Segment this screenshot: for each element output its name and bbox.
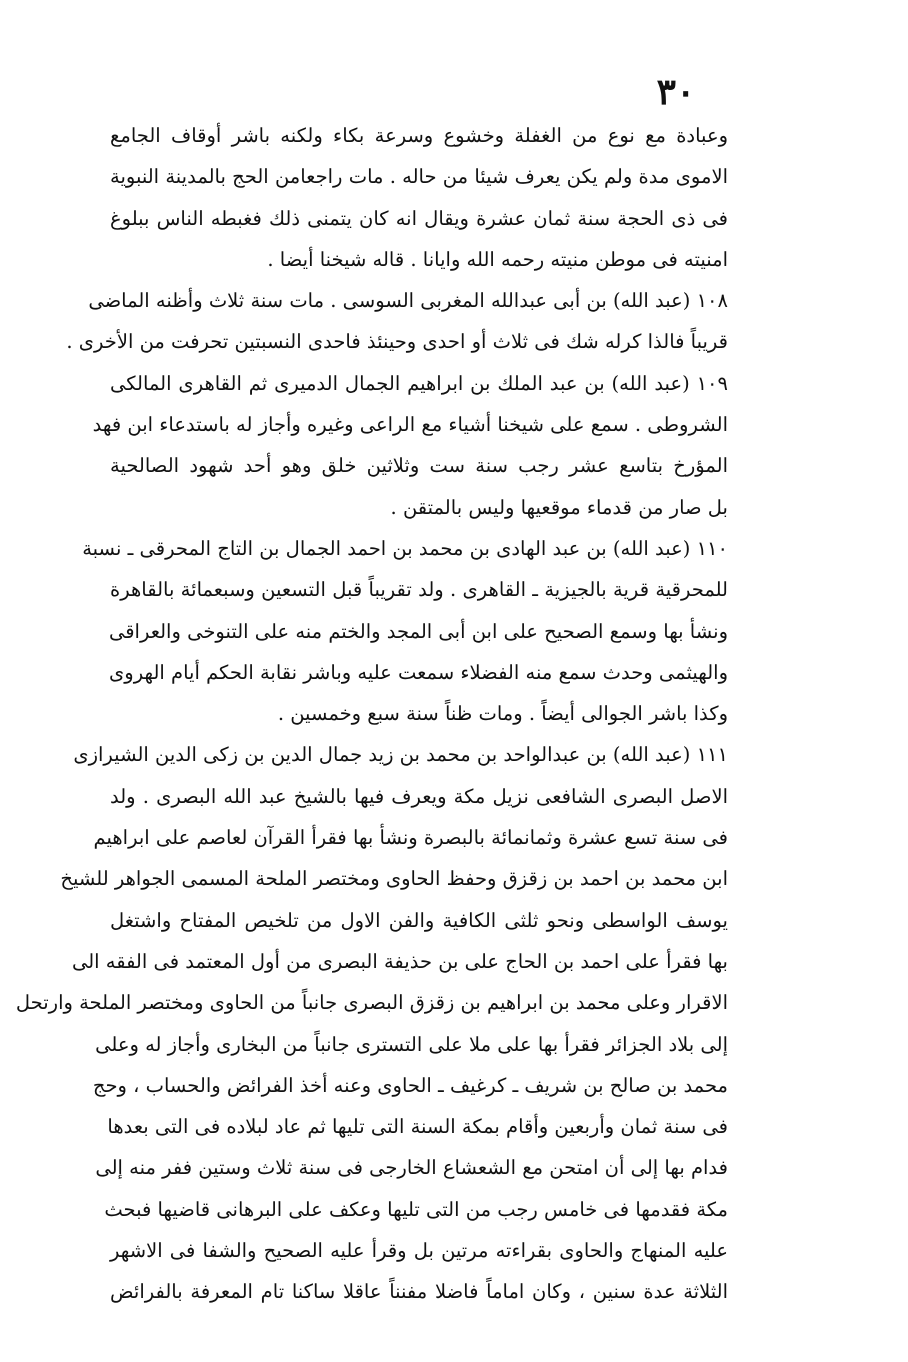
entry-111-line-3: فى سنة تسع عشرة وثمانمائة بالبصرة ونشأ بها فقرأ القرآن لعاصم على ابراهيم xyxy=(93,826,728,850)
text-line-4: امنيته فى موطن منيته رحمه الله وايانا . قاله شيخنا أيضا . xyxy=(267,247,728,271)
entry-110-line-5: وكذا باشر الجوالى أيضاً . ومات ظناً سنة سبع وخمسين . xyxy=(277,702,728,726)
entry-109-line-1: ١٠٩ (عبد الله) بن عبد الملك بن ابراهيم الجمال الدميرى ثم القاهرى المالكى xyxy=(110,371,728,395)
entry-111-line-2: الاصل البصرى الشافعى نزيل مكة ويعرف فيها بالشيخ عبد الله البصرى . ولد xyxy=(110,784,728,808)
entry-110-line-1: ١١٠ (عبد الله) بن عبد الهادى بن محمد بن احمد الجمال بن التاج المحرقى ـ نسبة xyxy=(82,536,728,560)
body-text xyxy=(15,115,728,1313)
entry-111-line-9: محمد بن صالح بن شريف ـ كرغيف ـ الحاوى وعنه أخذ الفرائض والحساب ، وحج xyxy=(92,1073,728,1097)
entry-109-line-3: المؤرخ بتاسع عشر رجب سنة ست وثلاثين خلق وهو أحد شهود الصالحية xyxy=(110,454,728,478)
text-line-2: الاموى مدة ولم يكن يعرف شيئا من حاله . مات راجعامن الحج بالمدينة النبوية xyxy=(110,165,728,189)
entry-111-line-12: مكة فقدمها فى خامس رجب من التى تليها وعكف على البرهانى قاضيها فبحث xyxy=(104,1197,728,1221)
entry-109-line-4: بل صار من قدماء موقعيها وليس بالمتقن . xyxy=(390,495,728,519)
entry-111-line-6: بها فقرأ على احمد بن الحاج على بن حذيفة البصرى من أول المعتمد فى الفقه الى xyxy=(71,949,728,973)
text-line-3: فى ذى الحجة سنة ثمان عشرة ويقال انه كان يتمنى ذلك فغبطه الناس ببلوغ xyxy=(110,206,728,230)
entry-111-line-1: ١١١ (عبد الله) بن عبدالواحد بن محمد بن زيد جمال الدين بن زكى الدين الشيرازى xyxy=(73,743,728,767)
page-number: ٣٠ xyxy=(656,71,696,113)
entry-110-line-2: للمحرقية قرية بالجيزية ـ القاهرى . ولد تقريباً قبل التسعين وسبعمائة بالقاهرة xyxy=(110,578,728,602)
entry-111-line-4: ابن محمد بن احمد بن زقزق وحفظ الحاوى ومختصر الملحة المسمى الجواهر للشيخ xyxy=(60,867,728,891)
entry-108-line-2: قريباً فالذا كرله شك فى ثلاث أو احدى وحينئذ فاحدى النسبتين تحرفت من الأخرى . xyxy=(66,330,728,354)
entry-110-line-4: والهيثمى وحدث سمع منه الفضلاء سمعت عليه وباشر نقابة الحكم أيام الهروى xyxy=(109,660,728,684)
text-line-1: وعبادة مع نوع من الغفلة وخشوع وسرعة بكاء ولكنه باشر أوقاف الجامع xyxy=(110,124,728,147)
entry-111-line-7: الاقرار وعلى محمد بن ابراهيم بن زقزق البصرى جانباً من الحاوى ومختصر الملحة وارتحل xyxy=(15,991,728,1015)
entry-111-line-5: يوسف الواسطى ونحو ثلثى الكافية والفن الاول من تلخيص المفتاح واشتغل xyxy=(110,908,728,932)
entry-111-line-14: الثلاثة عدة سنين ، وكان اماماً فاضلا مفنناً عاقلا ساكنا تام المعرفة بالفرائض xyxy=(110,1280,728,1304)
entry-111-line-11: فدام بها إلى أن امتحن مع الشعشاع الخارجى فى سنة ثلاث وستين ففر منه إلى xyxy=(95,1156,728,1180)
entry-111-line-10: فى سنة ثمان وأربعين وأقام بمكة السنة التى تليها ثم عاد لبلاده فى التى بعدها xyxy=(107,1115,728,1139)
entry-109-line-2: الشروطى . سمع على شيخنا أشياء مع الراعى وغيره وأجاز له باستدعاء ابن فهد xyxy=(92,413,728,437)
entry-111-line-13: عليه المنهاج والحاوى بقراءته مرتين بل وقرأ عليه الصحيح والشفا فى الاشهر xyxy=(110,1239,728,1263)
entry-108-line-1: ١٠٨ (عبد الله) بن أبى عبدالله المغربى السوسى . مات سنة ثلاث وأظنه الماضى xyxy=(88,289,728,313)
entry-111-line-8: إلى بلاد الجزائر فقرأ بها على ملا على التسترى جانباً من البخارى وأجاز له وعلى xyxy=(95,1032,728,1056)
entry-110-line-3: ونشأ بها وسمع الصحيح على ابن أبى المجد والختم منه على التنوخى والعراقى xyxy=(108,619,728,643)
